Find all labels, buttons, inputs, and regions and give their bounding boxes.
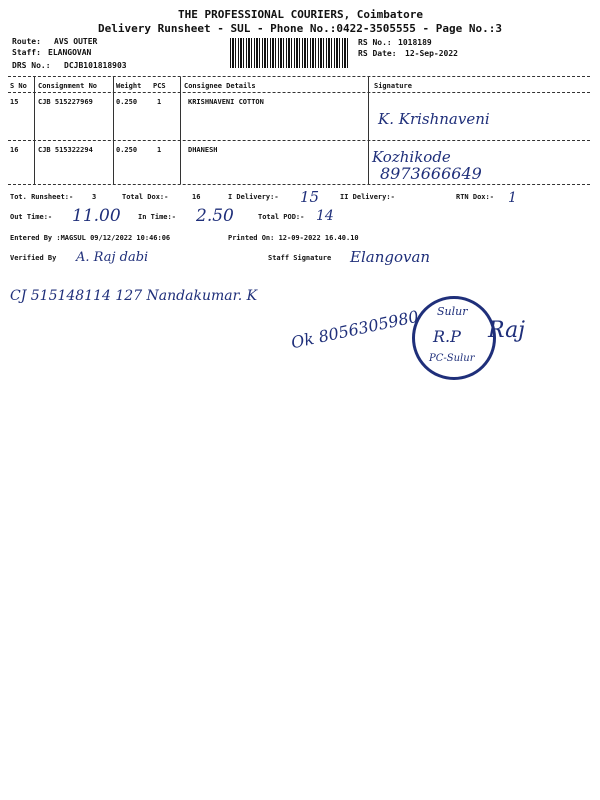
stamp-top-text: Sulur xyxy=(437,305,468,318)
col-header-signature: Signature xyxy=(374,82,412,90)
row-consignment: CJB 515227969 xyxy=(38,98,93,106)
barcode xyxy=(230,38,350,68)
stamp-bottom-text: PC-Sulur xyxy=(429,353,475,364)
total-dox-label: Total Dox:- xyxy=(122,193,169,201)
col-divider-3 xyxy=(180,77,181,184)
i-delivery-label: I Delivery:- xyxy=(228,193,279,201)
col-header-pcs: PCS xyxy=(153,82,166,90)
row-consignee: DHANESH xyxy=(188,146,218,154)
stamp-mid-text: R.P xyxy=(433,327,461,346)
handwritten-note: CJ 515148114 127 Nandakumar. K xyxy=(10,288,258,304)
row-weight: 0.250 xyxy=(116,146,138,154)
verified-by-signature: A. Raj dabi xyxy=(76,250,149,265)
in-time-label: In Time:- xyxy=(138,213,176,221)
total-pod-label: Total POD:- xyxy=(258,213,305,221)
row-consignee: KRISHNAVENI COTTON xyxy=(188,98,264,106)
col-header-consignment: Consignment No xyxy=(38,82,98,90)
tot-runsheet-value: 3 xyxy=(92,193,97,201)
staff-value: ELANGOVAN xyxy=(48,48,92,57)
rtn-dox-value: 1 xyxy=(508,190,517,206)
col-divider-2 xyxy=(113,77,114,184)
row-sno: 16 xyxy=(10,146,19,154)
table-row-rule xyxy=(8,140,590,141)
col-divider-1 xyxy=(34,77,35,184)
printed-on: Printed On: 12-09-2022 16.40.10 xyxy=(228,234,359,242)
out-time-label: Out Time:- xyxy=(10,213,53,221)
rs-no-label: RS No.: xyxy=(358,38,392,47)
col-header-sno: S No xyxy=(10,82,27,90)
staff-signature-label: Staff Signature xyxy=(268,254,332,262)
route-label: Route: xyxy=(12,37,41,46)
receiver-signature: Ok 8056305980 xyxy=(289,306,421,353)
out-time-value: 11.00 xyxy=(72,206,121,226)
tot-runsheet-label: Tot. Runsheet:- xyxy=(10,193,74,201)
verified-by-label: Verified By xyxy=(10,254,57,262)
ii-delivery-label: II Delivery:- xyxy=(340,193,395,201)
table-bottom-rule xyxy=(8,184,590,185)
rs-no-value: 1018189 xyxy=(398,38,432,47)
total-pod-value: 14 xyxy=(316,208,334,224)
drs-value: DCJB101818903 xyxy=(64,61,127,70)
total-dox-value: 16 xyxy=(192,193,201,201)
row-signature: Kozhikode xyxy=(372,148,451,166)
rtn-dox-label: RTN Dox:- xyxy=(456,193,494,201)
company-title: THE PROFESSIONAL COURIERS, Coimbatore xyxy=(178,8,424,21)
entered-by: Entered By :MAGSUL 09/12/2022 10:46:06 xyxy=(10,234,171,242)
i-delivery-value: 15 xyxy=(300,188,320,206)
table-top-rule xyxy=(8,76,590,77)
row-consignment: CJB 515322294 xyxy=(38,146,93,154)
staff-label: Staff: xyxy=(12,48,41,57)
rs-date-label: RS Date: xyxy=(358,49,397,58)
row-signature-phone: 8973666649 xyxy=(380,164,482,183)
rs-date-value: 12-Sep-2022 xyxy=(405,49,458,58)
col-header-weight: Weight xyxy=(116,82,142,90)
row-pcs: 1 xyxy=(157,98,162,106)
table-header-rule xyxy=(8,92,590,93)
col-divider-4 xyxy=(368,77,369,184)
row-signature: K. Krishnaveni xyxy=(378,110,490,128)
drs-label: DRS No.: xyxy=(12,61,51,70)
runsheet-subtitle: Delivery Runsheet - SUL - Phone No.:0422-3505555 - Page No.:3 xyxy=(98,22,502,35)
route-value: AVS OUTER xyxy=(54,37,98,46)
row-sno: 15 xyxy=(10,98,19,106)
courier-stamp xyxy=(412,296,496,380)
col-header-consignee: Consignee Details xyxy=(184,82,256,90)
row-pcs: 1 xyxy=(157,146,162,154)
in-time-value: 2.50 xyxy=(196,206,234,226)
row-weight: 0.250 xyxy=(116,98,138,106)
staff-signature: Elangovan xyxy=(350,248,431,266)
stamp-signature: Raj xyxy=(488,318,526,343)
